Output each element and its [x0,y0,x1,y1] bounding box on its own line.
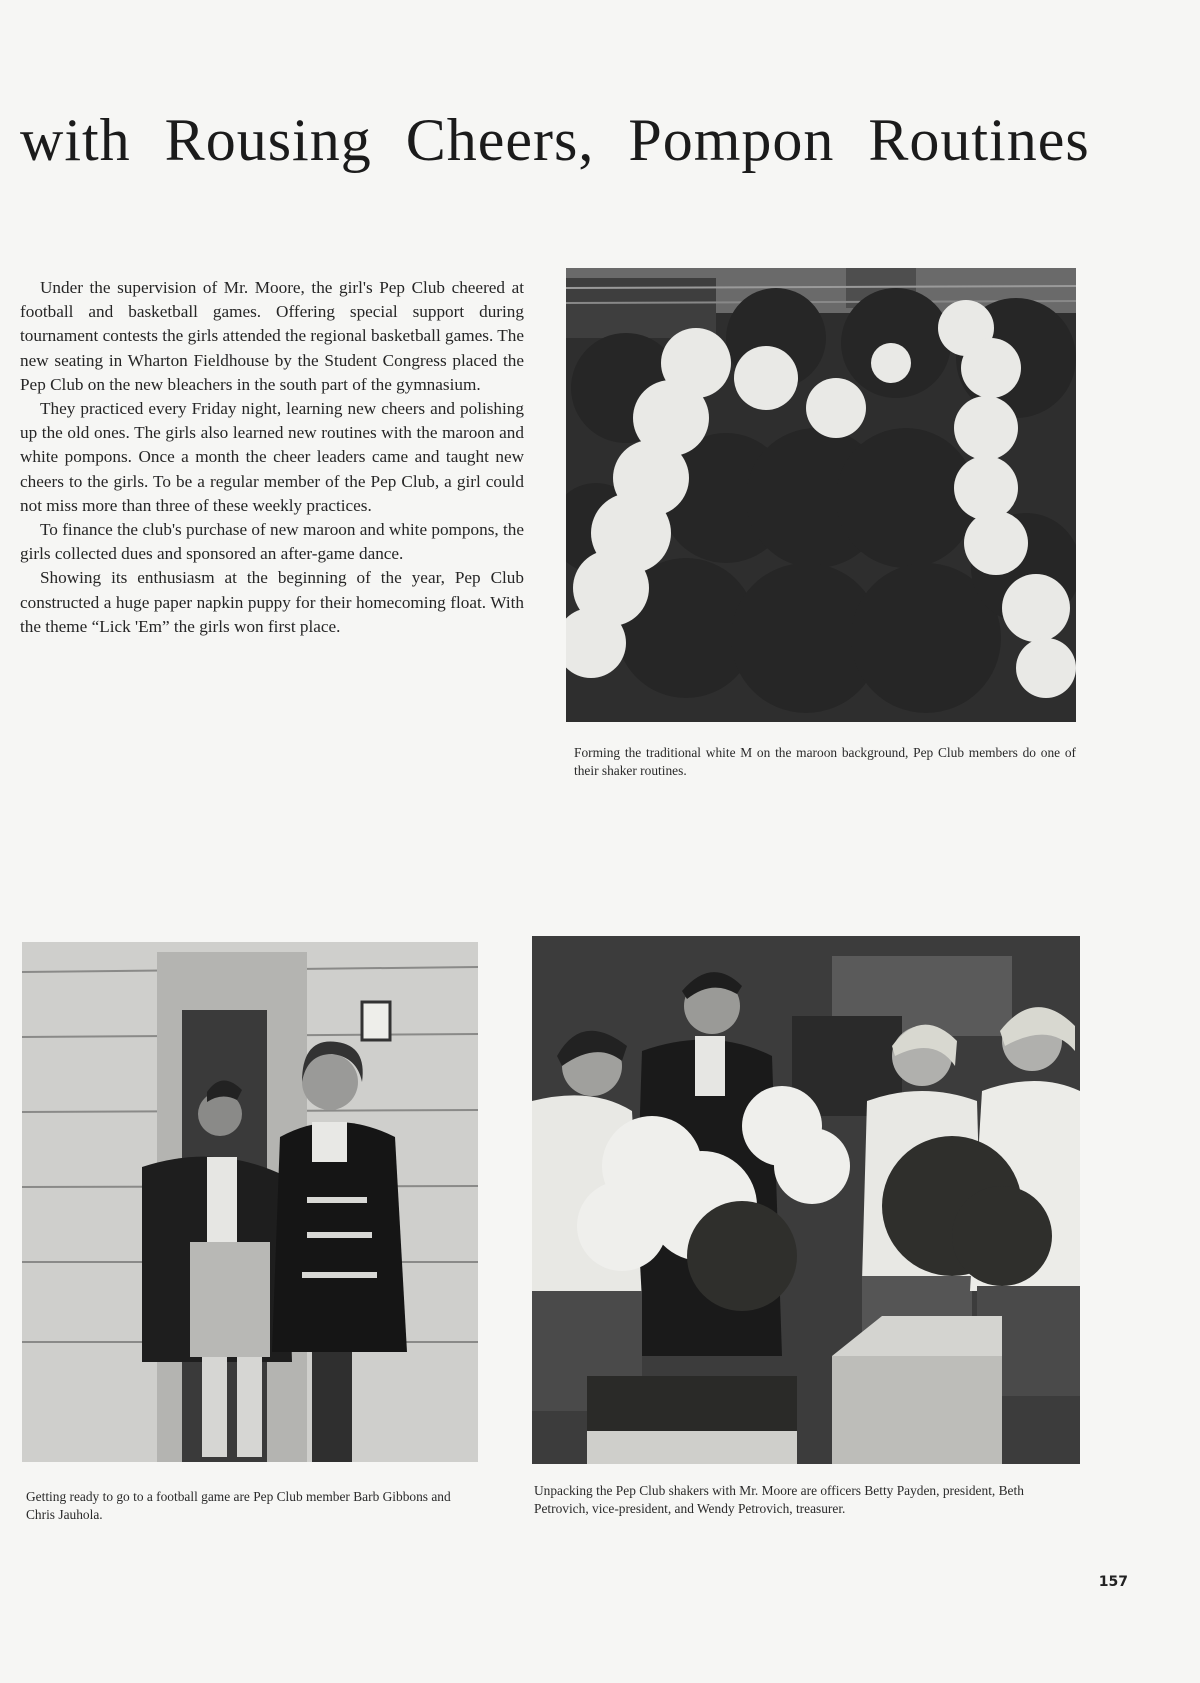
body-paragraph: Under the supervision of Mr. Moore, the girl's Pep Club cheered at football and basketball games. Offering special support during tournament contests the girls attended the regional basketball games. The new seating in Wharton Fieldhouse by the Student Congress placed the Pep Club on the new bleachers in the south part of the gymnasium. [20,278,524,394]
body-paragraph: Showing its enthusiasm at the beginning of the year, Pep Club constructed a huge paper napkin puppy for their homecoming float. With the theme “Lick 'Em” the girls won first place. [20,568,524,636]
photo-officers-unpacking [532,936,1080,1464]
body-paragraph: They practiced every Friday night, learning new cheers and polishing up the old ones. The girls also learned new routines with the maroon and white pompons. Once a month the cheer leaders came and taught new cheers to the girls. To be a regular member of the Pep Club, a girl could not miss more than three of these weekly practices. [20,399,524,515]
page-headline: with Rousing Cheers, Pompon Routines [20,107,1090,173]
pompon-formation-image [566,268,1076,722]
officers-unpacking-image [532,936,1080,1464]
photo-members-at-door [22,942,478,1462]
members-at-door-image [22,942,478,1462]
caption-members-at-door: Getting ready to go to a football game are Pep Club member Barb Gibbons and Chris Jauhola. [26,1489,451,1522]
caption-officers-unpacking: Unpacking the Pep Club shakers with Mr. Moore are officers Betty Payden, president, Beth Petrovich, vice-president, and Wendy Petrovich, treasurer. [534,1483,1024,1516]
page-number: 157 [1098,1574,1128,1590]
body-paragraph: To finance the club's purchase of new maroon and white pompons, the girls collected dues and sponsored an after-game dance. [20,520,524,564]
article-body [20,276,524,639]
caption-pompon-formation: Forming the traditional white M on the maroon background, Pep Club members do one of their shaker routines. [574,745,1076,778]
photo-pompon-formation [566,268,1076,722]
